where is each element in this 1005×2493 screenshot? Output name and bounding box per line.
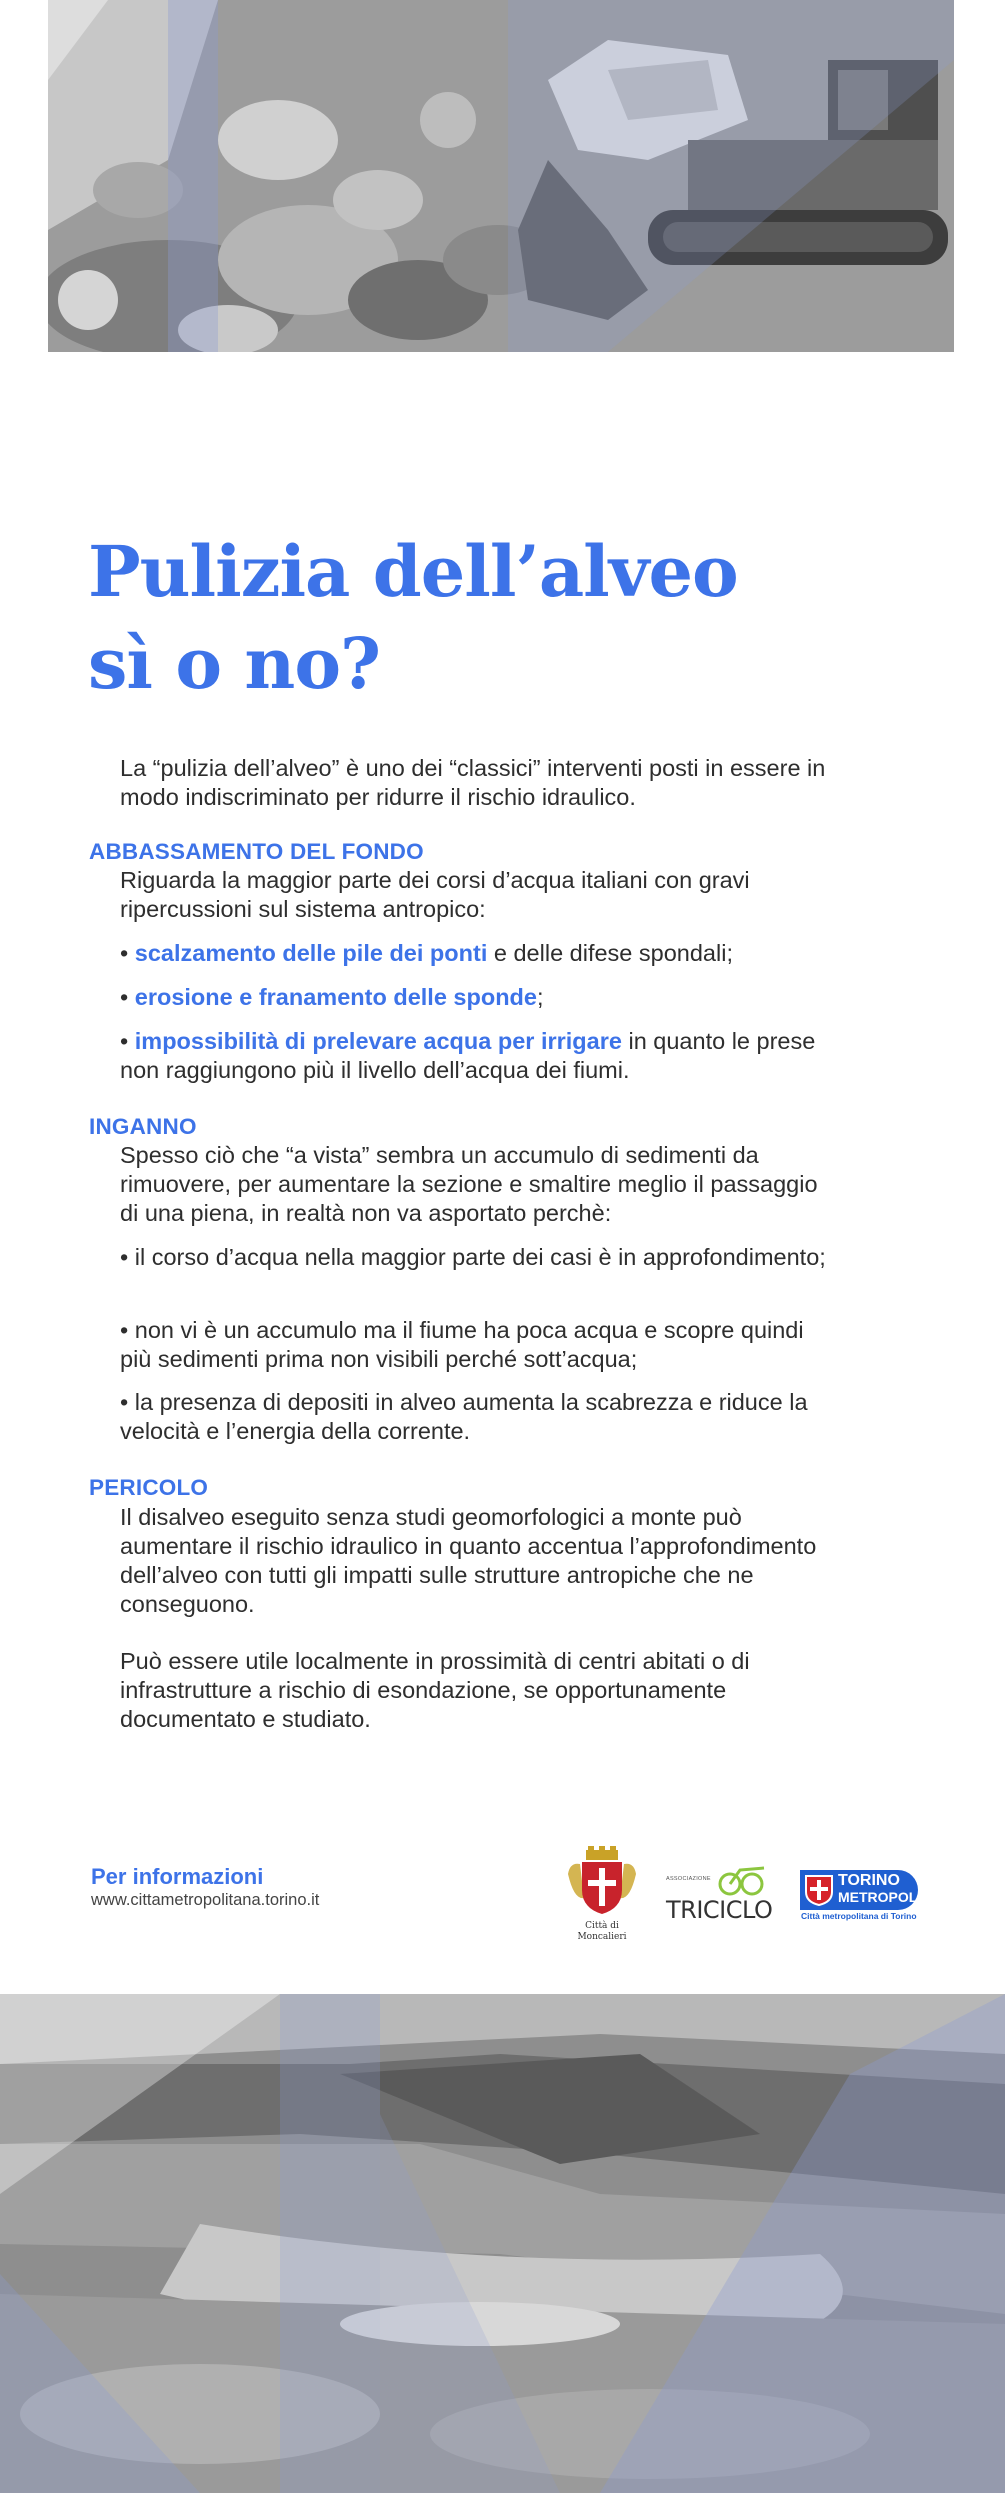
inganno-bullet-3: • la presenza di depositi in alveo aumenta la scabrezza e riduce la velocità e l’energia della corrente. (120, 1389, 808, 1444)
torino-subtitle: Città metropolitana di Torino (801, 1911, 917, 1921)
moncalieri-line-2: Moncalieri (577, 1932, 627, 1942)
bullet-rest: in quanto le prese non raggiungono più il livello dell’acqua dei fiumi. (120, 1028, 816, 1083)
logo-triciclo (664, 1864, 784, 1926)
triciclo-small: ASSOCIAZIONE (666, 1876, 711, 1882)
bullet-mark: • (120, 984, 129, 1010)
info-title: Per informazioni (91, 1864, 264, 1889)
bullet-highlight: scalzamento delle pile dei ponti (134, 940, 488, 966)
header-photo (48, 0, 954, 352)
abbassamento-paragraph: Riguarda la maggior parte dei corsi d’acqua italiani con gravi ripercussioni sul sistema antropico: (120, 867, 750, 922)
bullet-highlight: erosione e franamento delle sponde (134, 984, 537, 1010)
intro-paragraph: La “pulizia dell’alveo” è uno dei “classici” interventi posti in essere in modo indiscriminato per ridurre il rischio idraulico. (120, 755, 826, 810)
pericolo-paragraph-2: Può essere utile localmente in prossimità di centri abitati o di infrastrutture a rischio di esondazione, se opportunamente documentato e studiato. (120, 1648, 750, 1732)
inganno-paragraph: Spesso ciò che “a vista” sembra un accumulo di sedimenti da rimuovere, per aumentare la sezione e smaltire meglio il passaggio di una piena, in realtà non va asportato perchè: (120, 1142, 818, 1226)
torino-line-2: METROPOLI (838, 1889, 922, 1905)
bullet-mark: • (120, 940, 129, 966)
bullet-highlight: impossibilità di prelevare acqua per irrigare (134, 1028, 622, 1054)
inganno-bullet-1: • il corso d’acqua nella maggior parte dei casi è in approfondimento; (120, 1244, 826, 1270)
title-line-1: Pulizia dell’alveo (88, 530, 738, 613)
moncalieri-crest-icon (564, 1846, 640, 1916)
excavator-river-photo-icon (48, 0, 954, 352)
bullet-mark: • (120, 1028, 129, 1054)
river-bank-photo-icon (0, 1994, 1005, 2493)
info-url[interactable]: www.cittametropolitana.torino.it (91, 1891, 320, 1909)
bullet-rest: ; (536, 984, 544, 1010)
title-line-2: sì o no? (88, 622, 381, 705)
abbassamento-bullet-2 (120, 983, 840, 1012)
moncalieri-line-1: Città di (585, 1921, 619, 1931)
footer-photo (0, 1994, 1005, 2493)
bullet-rest: e delle difese spondali; (487, 940, 733, 966)
triciclo-name: TRICICLO (666, 1896, 773, 1924)
abbassamento-bullet-3 (120, 1027, 840, 1085)
heading-pericolo: PERICOLO (89, 1475, 209, 1500)
page-title (88, 526, 908, 710)
heading-abbassamento: ABBASSAMENTO DEL FONDO (89, 839, 424, 864)
heading-inganno: INGANNO (89, 1114, 197, 1139)
logo-torino-metropoli (800, 1870, 922, 1922)
torino-line-1: TORINO (838, 1872, 900, 1889)
pericolo-paragraph-1: Il disalveo eseguito senza studi geomorfologici a monte può aumentare il rischio idraulico in quanto accentua l’approfondimento dell’alveo con tutti gli impatti sulle strutture antropiche che ne conseguono. (120, 1504, 817, 1617)
abbassamento-bullet-1 (120, 939, 840, 968)
inganno-bullet-2: • non vi è un accumulo ma il fiume ha poca acqua e scopre quindi più sedimenti prima non visibili perché sott’acqua; (120, 1317, 804, 1372)
logo-moncalieri (564, 1846, 640, 1944)
torino-shield-icon (804, 1874, 834, 1906)
